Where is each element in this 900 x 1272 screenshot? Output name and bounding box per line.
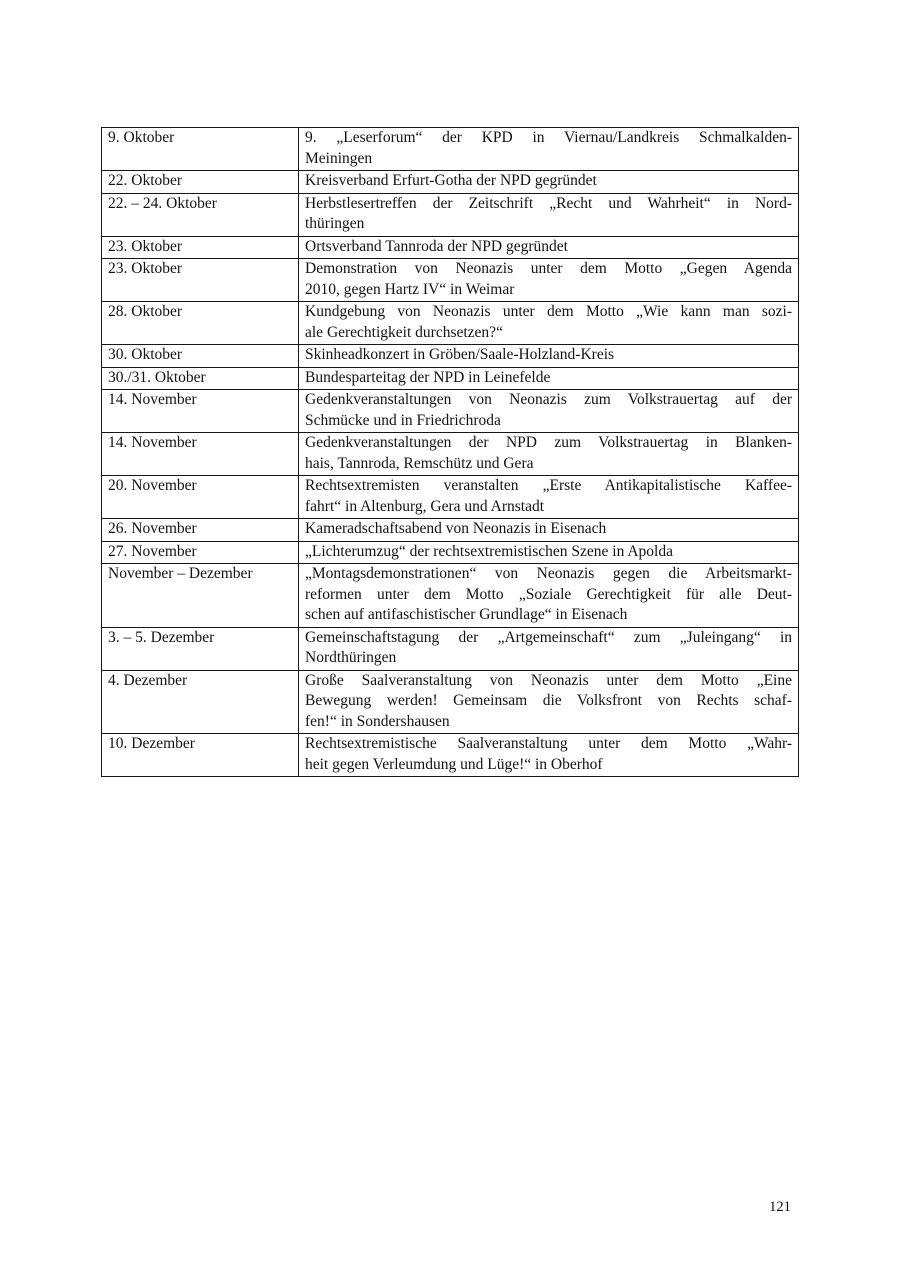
- event-date-cell: 23. Oktober: [102, 259, 299, 302]
- event-description-line: Gedenkveranstaltungen von Neonazis zum Volkstrauertag auf der: [305, 391, 792, 408]
- event-description-line: Skinheadkonzert in Gröben/Saale-Holzland-Kreis: [305, 346, 615, 363]
- event-description-line: reformen unter dem Motto „Soziale Gerechtigkeit für alle Deut-: [305, 585, 792, 603]
- event-description-line: Bundesparteitag der NPD in Leinefelde: [305, 368, 551, 386]
- event-description-line: 9. „Leserforum“ der KPD in Viernau/Landkreis Schmalkalden-: [305, 129, 792, 146]
- event-description-cell: [299, 345, 799, 368]
- event-description-line: 2010, gegen Hartz IV“ in Weimar: [305, 280, 515, 298]
- event-date-cell: 27. November: [102, 541, 299, 564]
- event-description-line: Meiningen: [305, 149, 373, 167]
- event-description-line: Gedenkveranstaltungen der NPD zum Volkstrauertag in Blanken-: [305, 434, 792, 451]
- event-date-cell: 14. November: [102, 433, 299, 476]
- table-row: [102, 259, 799, 302]
- event-date-cell: 28. Oktober: [102, 302, 299, 345]
- event-date-cell: 30./31. Oktober: [102, 367, 299, 390]
- event-date-cell: 3. – 5. Dezember: [102, 627, 299, 670]
- event-date-cell: 23. Oktober: [102, 236, 299, 259]
- event-description-line: schen auf antifaschistischer Grundlage“ in Eisenach: [305, 606, 628, 623]
- event-description-line: Kreisverband Erfurt-Gotha der NPD gegründet: [305, 172, 597, 189]
- event-description-line: Rechtsextremisten veranstalten „Erste Antikapitalistische Kaffee-: [305, 477, 792, 494]
- event-description-line: Ortsverband Tannroda der NPD gegründet: [305, 237, 568, 255]
- event-description-cell: [299, 302, 799, 345]
- table-row: [102, 519, 799, 542]
- table-row: [102, 367, 799, 390]
- event-date-cell: 14. November: [102, 390, 299, 433]
- event-date-cell: 9. Oktober: [102, 128, 299, 171]
- event-description-cell: [299, 433, 799, 476]
- event-description-cell: [299, 128, 799, 171]
- table-row: [102, 476, 799, 519]
- event-description-line: Rechtsextremistische Saalveranstaltung unter dem Motto „Wahr-: [305, 735, 792, 752]
- table-row: [102, 627, 799, 670]
- event-description-cell: [299, 627, 799, 670]
- event-description-line: heit gegen Verleumdung und Lüge!“ in Oberhof: [305, 755, 603, 773]
- event-description-line: Gemeinschaftstagung der „Artgemeinschaft“ zum „Juleingang“ in: [305, 628, 792, 646]
- event-date-cell: 22. Oktober: [102, 171, 299, 194]
- event-description-cell: [299, 236, 799, 259]
- events-table-body: [102, 128, 799, 777]
- event-description-line: Bewegung werden! Gemeinsam die Volksfront von Rechts schaf-: [305, 692, 792, 709]
- table-row: [102, 433, 799, 476]
- event-description-cell: [299, 171, 799, 194]
- event-description-cell: [299, 259, 799, 302]
- event-description-line: Schmücke und in Friedrichroda: [305, 411, 501, 429]
- event-description-cell: [299, 734, 799, 777]
- table-row: [102, 390, 799, 433]
- event-description-line: Demonstration von Neonazis unter dem Motto „Gegen Agenda: [305, 260, 792, 277]
- event-description-line: „Lichterumzug“ der rechtsextremistischen Szene in Apolda: [305, 542, 673, 560]
- event-description-cell: [299, 367, 799, 390]
- event-description-line: Große Saalveranstaltung von Neonazis unter dem Motto „Eine: [305, 671, 792, 689]
- page-number: 121: [769, 1199, 791, 1215]
- event-description-line: Kameradschaftsabend von Neonazis in Eisenach: [305, 520, 607, 537]
- table-row: [102, 564, 799, 628]
- event-description-cell: [299, 564, 799, 628]
- table-row: [102, 193, 799, 236]
- table-row: [102, 541, 799, 564]
- event-date-cell: 22. – 24. Oktober: [102, 193, 299, 236]
- event-date-cell: 20. November: [102, 476, 299, 519]
- event-description-line: fahrt“ in Altenburg, Gera und Arnstadt: [305, 497, 545, 515]
- event-date-cell: 30. Oktober: [102, 345, 299, 368]
- event-description-cell: [299, 390, 799, 433]
- event-description-line: ale Gerechtigkeit durchsetzen?“: [305, 323, 503, 341]
- event-description-line: „Montagsdemonstrationen“ von Neonazis gegen die Arbeitsmarkt-: [305, 565, 792, 582]
- table-row: [102, 734, 799, 777]
- event-description-cell: [299, 193, 799, 236]
- events-chronology-table: [101, 127, 799, 777]
- event-date-cell: November – Dezember: [102, 564, 299, 628]
- event-description-cell: [299, 476, 799, 519]
- table-row: [102, 236, 799, 259]
- event-description-cell: [299, 670, 799, 734]
- event-date-cell: 10. Dezember: [102, 734, 299, 777]
- event-description-cell: [299, 519, 799, 542]
- table-row: [102, 171, 799, 194]
- event-description-line: fen!“ in Sondershausen: [305, 712, 450, 730]
- event-description-line: Kundgebung von Neonazis unter dem Motto „Wie kann man sozi-: [305, 303, 792, 320]
- event-description-line: hais, Tannroda, Remschütz und Gera: [305, 454, 534, 472]
- event-description-cell: [299, 541, 799, 564]
- table-row: [102, 670, 799, 734]
- table-row: [102, 128, 799, 171]
- event-date-cell: 26. November: [102, 519, 299, 542]
- table-row: [102, 345, 799, 368]
- event-description-line: Nordthüringen: [305, 649, 397, 666]
- event-date-cell: 4. Dezember: [102, 670, 299, 734]
- table-row: [102, 302, 799, 345]
- event-description-line: thüringen: [305, 215, 365, 232]
- event-description-line: Herbstlesertreffen der Zeitschrift „Recht und Wahrheit“ in Nord-: [305, 194, 792, 212]
